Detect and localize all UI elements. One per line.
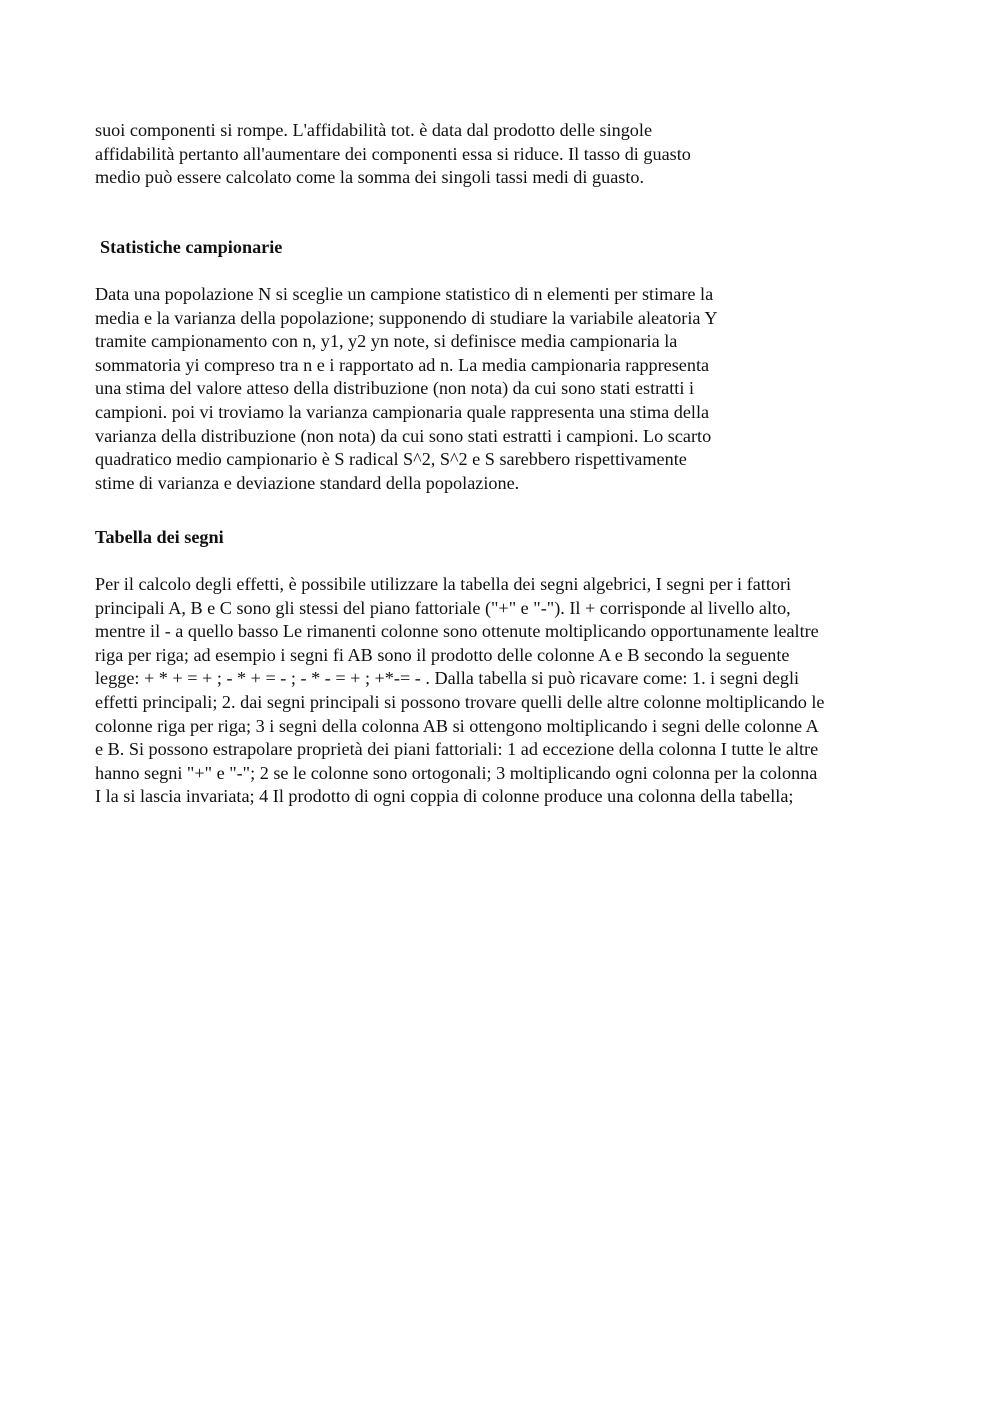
text-line: quadratico medio campionario è S radical S^2, S^2 e S sarebbero rispettivamente xyxy=(95,449,687,470)
text-line: media e la varianza della popolazione; supponendo di studiare la variabile aleatoria Y xyxy=(95,307,718,328)
text-line: affidabilità pertanto all'aumentare dei componenti essa si riduce. Il tasso di guasto xyxy=(95,143,691,164)
text-line: mentre il - a quello basso Le rimanenti colonne sono ottenute moltiplicando opportunamente lealtre xyxy=(95,621,819,642)
text-line: riga per riga; ad esempio i segni fi AB sono il prodotto delle colonne A e B secondo la seguente xyxy=(95,644,790,665)
text-line: I la si lascia invariata; 4 Il prodotto di ogni coppia di colonne produce una colonna della tabella; xyxy=(95,786,794,807)
text-line: tramite campionamento con n, y1, y2 yn note, si definisce media campionaria la xyxy=(95,331,678,352)
paragraph-tabella xyxy=(95,573,825,809)
text-line: medio può essere calcolato come la somma dei singoli tassi medi di guasto. xyxy=(95,167,645,188)
text-line: colonne riga per riga; 3 i segni della colonna AB si ottengono moltiplicando i segni delle colonne A xyxy=(95,715,819,736)
section-heading-statistiche: Statistiche campionarie xyxy=(100,237,283,257)
text-line: suoi componenti si rompe. L'affidabilità tot. è data dal prodotto delle singole xyxy=(95,120,653,140)
section-heading-tabella: Tabella dei segni xyxy=(95,527,224,547)
text-line: legge: + * + = + ; - * + = - ; - * - = + ; +*-= - . Dalla tabella si può ricavare come: 1. i segni degli xyxy=(95,668,800,689)
paragraph-statistiche xyxy=(95,283,718,495)
text-line: campioni. poi vi troviamo la varianza campionaria quale rappresenta una stima della xyxy=(95,401,710,422)
text-line: sommatoria yi compreso tra n e i rapportato ad n. La media campionaria rappresenta xyxy=(95,354,710,375)
text-line: una stima del valore atteso della distribuzione (non nota) da cui sono stati estratti i xyxy=(95,378,695,399)
text-line: Per il calcolo degli effetti, è possibile utilizzare la tabella dei segni algebrici, I segni per i fattori xyxy=(95,574,792,594)
text-line: stime di varianza e deviazione standard della popolazione. xyxy=(95,472,520,493)
text-line: principali A, B e C sono gli stessi del piano fattoriale ("+" e "-"). Il + corrisponde al livello alto, xyxy=(95,597,791,618)
paragraph-reliability xyxy=(95,119,691,190)
text-line: e B. Si possono estrapolare proprietà dei piani fattoriali: 1 ad eccezione della colonna I tutte le altre xyxy=(95,739,819,760)
text-line: Data una popolazione N si sceglie un campione statistico di n elementi per stimare la xyxy=(95,284,714,304)
text-line: varianza della distribuzione (non nota) da cui sono stati estratti i campioni. Lo scarto xyxy=(95,425,712,446)
text-line: hanno segni "+" e "-"; 2 se le colonne sono ortogonali; 3 moltiplicando ogni colonna per la colonna xyxy=(95,762,818,783)
text-line: effetti principali; 2. dai segni principali si possono trovare quelli delle altre colonne moltiplicando le xyxy=(95,691,825,712)
